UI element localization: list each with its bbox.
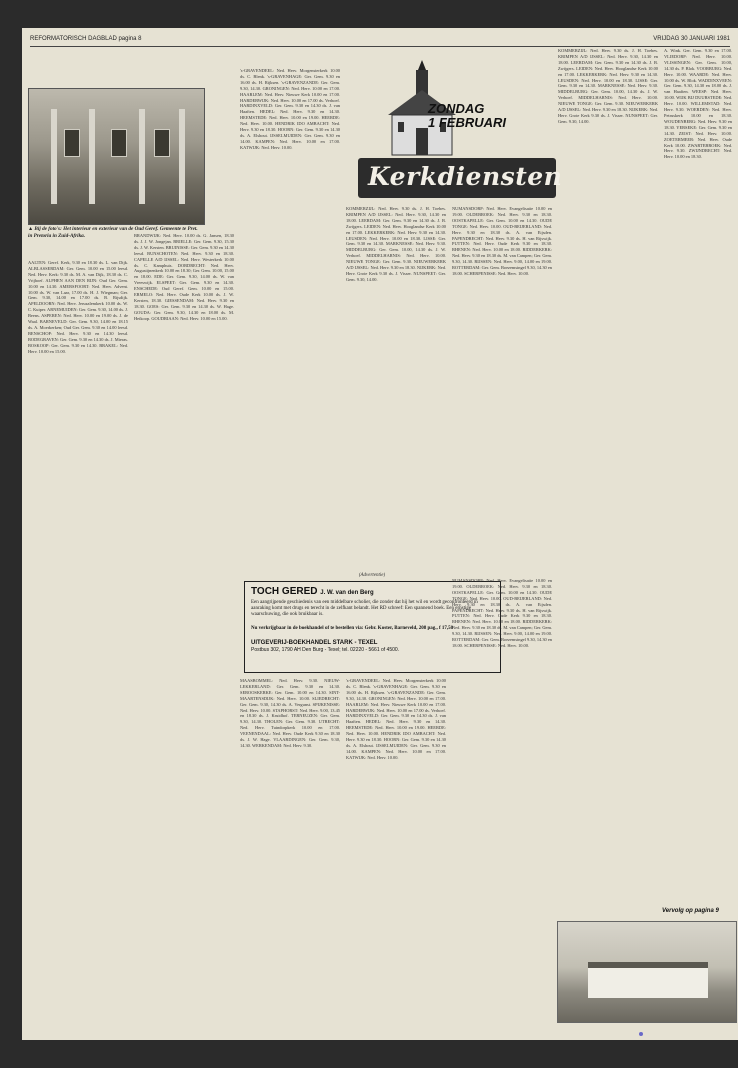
- photo-caption: ▲ Bij de foto's: Het interieur en exterieur van de Oud Geref. Gemeente te Pret. in Pretoria in Zuid-Afrika.: [28, 226, 198, 239]
- column-8: NUMANSDORP: Ned. Herv. Evangelisatie 10.00 en 19.00. OLDEBROEK: Ned. Herv. 9.30 en 18.30. OOSTKAPELLE: Ger. Gem. 10.00 en 14.30. OUDE TONGE: Ned. Herv. 10.00. OUD-BEIJERLAND: Ned. Herv. 9.30 en 18.30 ds. A. van Eijsden. PAPENDRECHT: Ned. Herv. 9.30 ds. H. van Rijswijk. PUTTEN: Ned. Herv. Oude Kerk 9.30 en 18.30. RHENEN: Ned. Herv. 10.00 en 18.00. RIDDERKERK: Ned. Herv. 9.30 en 18.30 ds. M. van Campen; Ger. Gem. 9.30, 14.30. RIJSSEN: Ned. Herv. 9.00, 14.00 en 19.00. ROTTERDAM: Ger. Gem. Boezemsingel 9.30, 14.30 en 18.00. SCHERPENISSE: Ned. Herv. 10.00.: [452, 578, 552, 648]
- advertentie-label: (Advertentie): [358, 573, 386, 578]
- header-left: REFORMATORISCH DAGBLAD pagina 8: [30, 36, 142, 42]
- blue-dot: [639, 1032, 643, 1036]
- column-2: BRANDWIJK: Ned. Herv. 10.00 ds. G. Jansen, 18.30 ds. J. J. W. Jongejan. BRIELLE: Ger. Gem. 9.30, 15.30 ds. J. W. Kersten. BRUINISSE: Ger. Gem. 9.30 en 14.30 leesd. BUNSCHOTEN: Ned. Herv. 9.30 en 18.30. CAPELLE A/D IJSSEL: Ned. Herv. Westerkerk 10.00 ds. C. Kamphuis. DORDRECHT: Ned. Herv. Augustijnenkerk 10.00 en 18.30; Ger. Gem. 10.00, 15.00 en 18.00. EDE: Ger. Gem. 9.30, 14.00 ds. W. van Vreeswijk. ELSPEET: Ger. Gem. 9.30 en 14.30. ENSCHEDE: Oud Geref. Gem. 10.00 en 15.00. ERMELO: Ned. Herv. Oude Kerk 10.00 ds. J. W. Kersten, 18.30. GIESSENDAM: Ned. Herv. 9.30 en 18.30. GOES: Ger. Gem. 9.30 en 14.30 ds. W. Hage. GOUDA: Ger. Gem. 9.30, 14.30 en 18.00 ds. M. Heikoop. GOUDRIAAN: Ned. Herv. 10.00 en 15.00.: [134, 233, 234, 321]
- kerkdiensten-title: Kerkdiensten: [368, 162, 563, 191]
- page-header: [30, 34, 730, 47]
- continued-note: Vervolg op pagina 9: [662, 908, 719, 914]
- column-10: A. Wink. Ger. Gem. 9.30 en 17.00. VLIEDORP: Ned. Herv. 10.00. VLISSINGEN: Ger. Gem. 10.00, 14.30 ds. P. Blok. VOORBURG: Ned. Herv. 10.00. WAARDE: Ned. Herv. 10.00 ds. W. Blok. WADDINXVEEN: Ger. Gem. 9.30, 14.30 en 18.00 ds. J. van Haaften. WEESP: Ned. Herv. 10.00. WIJK BIJ DUURSTEDE: Ned. Herv. 10.00. WILLEMSTAD: Ned. Herv. 9.30. WOERDEN: Ned. Herv. Petruskerk 10.00 en 18.30. WOUDENBERG: Ned. Herv. 9.30 en 18.30. YERSEKE: Ger. Gem. 9.30 en 14.30. ZEIST: Ned. Herv. 10.00. ZOETERMEER: Ned. Herv. Oude Kerk 10.00. ZWARTEBROEK: Ned. Herv. 9.30. ZWIJNDRECHT: Ned. Herv. 10.00 en 18.30.: [664, 48, 732, 160]
- column-1: AALTEN: Geref. Kerk, 9.30 en 18.30 ds. L. van Dijk. ALBLASSERDAM: Ger. Gem. 10.00 en 15.00 leesd. Ned. Herv. Kerk: 9.30 ds. M. A. van Dijk, 18.30 ds. C. Vrijhoef. ALPHEN AAN DEN RIJN: Oud Ger. Gem. 10.00 en 14.30. AMERSFOORT: Ned. Herv. Advent. 10.00 ds. W. van Laar, 17.00 ds. H. J. Wiegman; Ger. Gem. 9.30, 14.00 en 17.00 ds. B. Rijsdijk. APELDOORN: Ned. Herv. Jeruzalemkerk 10.00 ds. W. C. Kuiper. ARNEMUIDEN: Ger. Gem. 9.30, 14.00 ds. J. Beens. ASPEREN: Ned. Herv. 10.00 en 19.00 ds. J. de Waal. BARNEVELD: Ger. Gem. 9.30, 14.00 en 18.15 ds. A. Moerkerken; Oud Ger. Gem. 9.30 en 14.00 leesd. BENSCHOP: Ned. Herv. 9.30 en 14.30 leesd. BODEGRAVEN: Ger. Gem. 9.30 en 14.30 ds. J. Mieras. BOSKOOP: Ger. Gem. 9.30 en 14.30. BRAKEL: Ned. Herv. 10.00 en 15.00.: [28, 260, 128, 354]
- church-interior-photo: [28, 88, 205, 225]
- kerkdiensten-banner: [358, 158, 563, 198]
- column-4: KOMMERZIJL: Ned. Herv. 9.30 ds. J. H. Toebes. KRIMPEN A/D IJSSEL: Ned. Herv. 9.30, 14.30 en 18.00. LEERDAM: Ger. Gem. 9.30 en 14.30 ds. J. B. Zwijgers. LEIDEN: Ned. Herv. Hooglandse Kerk 10.00 en 17.00. LEKKERKERK: Ned. Herv. 9.30 en 14.30. LEUSDEN: Ned. Herv. 10.00 en 18.30. LISSE: Ger. Gem. 9.30 en 14.30. MARKNESSE: Ned. Herv. 9.30. MIDDELBURG: Ger. Gem. 10.00, 14.30 ds. J. W. Verhoef. MIDDELHARNIS: Ned. Herv. 10.00. NIEUWE TONGE: Ger. Gem. 9.30. NIEUWERKERK A/D IJSSEL: Ned. Herv. 9.30 en 18.30. NIJKERK: Ned. Herv. Grote Kerk 9.30 ds. J. Visser. NUNSPEET: Ger. Gem. 9.30, 14.00.: [346, 206, 446, 282]
- header-right: VRIJDAG 30 JANUARI 1981: [653, 36, 730, 42]
- service-date-text: 1 FEBRUARI: [428, 115, 507, 130]
- ad-title: TOCH GERED J. W. van den Berg: [251, 586, 374, 597]
- service-day: ZONDAG: [428, 101, 485, 116]
- column-9: KOMMERZIJL: Ned. Herv. 9.30 ds. J. H. Toebes. KRIMPEN A/D IJSSEL: Ned. Herv. 9.30, 14.30 en 18.00. LEERDAM: Ger. Gem. 9.30 en 14.30 ds. J. B. Zwijgers. LEIDEN: Ned. Herv. Hooglandse Kerk 10.00 en 17.00. LEKKERKERK: Ned. Herv. 9.30 en 14.30. LEUSDEN: Ned. Herv. 10.00 en 18.30. LISSE: Ger. Gem. 9.30 en 14.30. MARKNESSE: Ned. Herv. 9.30. MIDDELBURG: Ger. Gem. 10.00, 14.30 ds. J. W. Verhoef. MIDDELHARNIS: Ned. Herv. 10.00. NIEUWE TONGE: Ger. Gem. 9.30. NIEUWERKERK A/D IJSSEL: Ned. Herv. 9.30 en 18.30. NIJKERK: Ned. Herv. Grote Kerk 9.30 ds. J. Visser. NUNSPEET: Ger. Gem. 9.30, 14.00.: [558, 48, 658, 124]
- ad-order: Nu verkrijgbaar in de boekhandel of te bestellen via: Gebr. Koster, Barneveld, 208 pag., f 17,50: [251, 626, 454, 631]
- ad-body: Een aangrijpende geschiedenis van een middelbare scholier, die zonder dat hij het wil en wordt geconfronteerd in aanraking komt met drugs en terecht in de zelfkant belandt. Het RD schreef: Een spannend boek. Een ernstige waarschuwing, die ook bruikbaar is.: [251, 600, 478, 617]
- column-7: 's-GRAVENDEEL: Ned. Herv. Morgensterkerk 10.00 ds. C. Blenk. 's-GRAVENHAGE: Ger. Gem. 9.30 en 16.00 ds. H. Rijksen. 's-GRAVENZANDE: Ger. Gem. 9.30, 14.30. GRONINGEN: Ned. Herv. 10.00 en 17.00. HAARLEM: Ned. Herv. Nieuwe Kerk 10.00 en 17.00. HARDERWIJK: Ned. Herv. 10.00 en 17.00 ds. Verhoef. HARDINXVELD: Ger. Gem. 9.30 en 14.30 ds. J. van Haaften. HEDEL: Ned. Herv. 9.30 en 14.30. HEEMSTEDE: Ned. Herv. 10.00 en 19.00. HEERDE: Ned. Herv. 10.00. HENDRIK IDO AMBACHT: Ned. Herv. 9.30 en 18.30. HOORN: Ger. Gem. 9.30 en 14.30 ds. A. Elshout. IJSSELMUIDEN: Ger. Gem. 9.30 en 14.00. KAMPEN: Ned. Herv. 10.00 en 17.00. KATWIJK: Ned. Herv. 10.00.: [346, 678, 446, 760]
- ad-publisher: UITGEVERIJ-BOEKHANDEL STARK - TEXEL Postbus 302, 1790 AH Den Burg - Texel; tel. 02220 - 5661 of 4500.: [251, 640, 400, 653]
- column-5: NUMANSDORP: Ned. Herv. Evangelisatie 10.00 en 19.00. OLDEBROEK: Ned. Herv. 9.30 en 18.30. OOSTKAPELLE: Ger. Gem. 10.00 en 14.30. OUDE TONGE: Ned. Herv. 10.00. OUD-BEIJERLAND: Ned. Herv. 9.30 en 18.30 ds. A. van Eijsden. PAPENDRECHT: Ned. Herv. 9.30 ds. H. van Rijswijk. PUTTEN: Ned. Herv. Oude Kerk 9.30 en 18.30. RHENEN: Ned. Herv. 10.00 en 18.00. RIDDERKERK: Ned. Herv. 9.30 en 18.30 ds. M. van Campen; Ger. Gem. 9.30, 14.30. RIJSSEN: Ned. Herv. 9.00, 14.00 en 19.00. ROTTERDAM: Ger. Gem. Boezemsingel 9.30, 14.30 en 18.00. SCHERPENISSE: Ned. Herv. 10.00.: [452, 206, 552, 276]
- service-date: [428, 102, 506, 130]
- newspaper-page: [22, 28, 738, 1040]
- church-exterior-photo: [557, 921, 737, 1023]
- column-3: 's-GRAVENDEEL: Ned. Herv. Morgensterkerk 10.00 ds. C. Blenk. 's-GRAVENHAGE: Ger. Gem. 9.30 en 16.00 ds. H. Rijksen. 's-GRAVENZANDE: Ger. Gem. 9.30, 14.30. GRONINGEN: Ned. Herv. 10.00 en 17.00. HAARLEM: Ned. Herv. Nieuwe Kerk 10.00 en 17.00. HARDERWIJK: Ned. Herv. 10.00 en 17.00 ds. Verhoef. HARDINXVELD: Ger. Gem. 9.30 en 14.30 ds. J. van Haaften. HEDEL: Ned. Herv. 9.30 en 14.30. HEEMSTEDE: Ned. Herv. 10.00 en 19.00. HEERDE: Ned. Herv. 10.00. HENDRIK IDO AMBACHT: Ned. Herv. 9.30 en 18.30. HOORN: Ger. Gem. 9.30 en 14.30 ds. A. Elshout. IJSSELMUIDEN: Ger. Gem. 9.30 en 14.00. KAMPEN: Ned. Herv. 10.00 en 17.00. KATWIJK: Ned. Herv. 10.00.: [240, 68, 340, 150]
- column-6: MAASBOMMEL: Ned. Herv. 9.30. NIEUW-LEKKERLAND: Ger. Gem. 9.30 en 14.30. SEROOSKERKE: Ger. Gem. 10.00 en 14.30. SINT-MAARTENSDIJK: Ned. Herv. 10.00. SLIEDRECHT: Ger. Gem. 9.30, 14.30 ds. A. Vergunst. SPIJKENISSE: Ned. Herv. 10.00. STAPHORST: Ned. Herv. 9.00, 13.45 en 18.30 ds. J. Kruidhof. TERNEUZEN: Ger. Gem. 9.30, 14.30. THOLEN: Ger. Gem. 9.30. UTRECHT: Ned. Herv. Tuindorpkerk 10.00 en 17.00. VEENENDAAL: Ned. Herv. Oude Kerk 9.30 en 18.30 ds. J. W. Hage. VLAARDINGEN: Ger. Gem. 9.30, 14.30. WERKENDAM: Ned. Herv. 9.30.: [240, 678, 340, 748]
